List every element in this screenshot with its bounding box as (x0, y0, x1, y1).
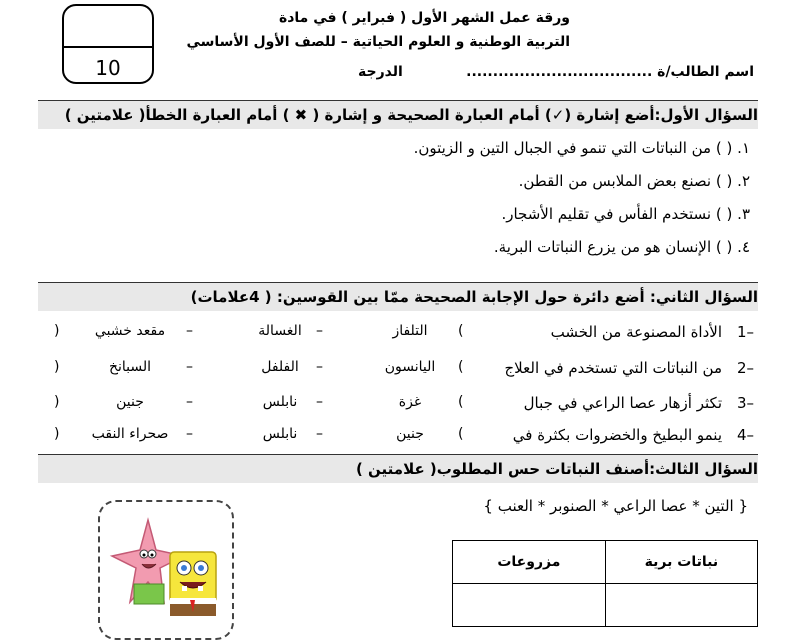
q2-heading-text: السؤال الثاني: أضع دائرة حول الإجابة الصحيحة ممّا بين القوسين: ( 4علامات) (190, 288, 758, 306)
q2-question: الأداة المصنوعة من الخشب (550, 323, 722, 341)
q2-option[interactable]: السبانخ (108, 359, 152, 375)
q1-item-2 (519, 172, 750, 190)
q2-close-paren: ) (54, 359, 60, 375)
q2-num: 2– (736, 359, 754, 377)
q2-dash: – (186, 426, 193, 442)
q1-item-text: الإنسان هو من يزرع النباتات البرية. (493, 238, 712, 256)
q2-option[interactable]: التلفاز (392, 323, 428, 339)
student-name-label: اسم الطالب/ة ................................... (466, 64, 754, 80)
q2-option[interactable]: نابلس (262, 426, 298, 442)
q1-item-num: ١. (737, 139, 750, 157)
q2-option[interactable]: اليانسون (384, 359, 436, 375)
q1-item-text: نستخدم الفأس في تقليم الأشجار. (501, 205, 712, 223)
cartoon-characters-icon (100, 502, 234, 640)
grade-box-divider (64, 46, 152, 48)
q2-option[interactable]: جنين (116, 394, 144, 410)
q2-open-paren: ( (458, 426, 464, 442)
q2-option[interactable]: غزة (398, 394, 422, 410)
q1-heading (38, 100, 758, 129)
q2-dash: – (316, 426, 323, 442)
q2-num: 1– (736, 323, 754, 341)
q1-item-answer[interactable]: ( ) (715, 205, 733, 223)
q2-dash: – (186, 394, 193, 410)
q2-num: 4– (736, 426, 754, 444)
q2-open-paren: ( (458, 359, 464, 375)
q2-dash: – (186, 323, 193, 339)
q1-item-1 (414, 139, 750, 157)
q2-option[interactable]: مقعد خشبي (94, 323, 166, 339)
q2-open-paren: ( (458, 323, 464, 339)
q1-item-num: ٢. (737, 172, 750, 190)
q2-option[interactable]: الغسالة (258, 323, 302, 339)
q2-num: 3– (736, 394, 754, 412)
q2-dash: – (316, 359, 323, 375)
q2-option[interactable]: جنين (396, 426, 424, 442)
q2-question: تكثر أزهار عصا الراعي في جبال (523, 394, 722, 412)
q1-item-text: من النباتات التي تنمو في الجبال التين و الزيتون. (413, 139, 712, 157)
grade-total: 10 (95, 56, 121, 80)
column-header-wild-plants: نباتات برية (605, 541, 757, 584)
cultivated-answer-cell[interactable] (453, 584, 606, 627)
q2-dash: – (186, 359, 193, 375)
q1-item-num: ٤. (737, 238, 750, 256)
cartoon-illustration-frame (98, 500, 234, 640)
column-header-cultivated: مزروعات (453, 541, 606, 584)
q2-open-paren: ( (458, 394, 464, 410)
q3-plant-list: { التين * عصا الراعي * الصنوبر * العنب } (483, 497, 748, 515)
wild-answer-cell[interactable] (605, 584, 757, 627)
q1-item-text: نصنع بعض الملابس من القطن. (518, 172, 712, 190)
q2-option[interactable]: صحراء النقب (91, 426, 169, 442)
q2-close-paren: ) (54, 426, 60, 442)
q2-heading (38, 282, 758, 311)
header-line1: ورقة عمل الشهر الأول ( فبراير ) في مادة (278, 10, 570, 26)
grade-label: الدرجة (358, 64, 403, 80)
q3-heading-text: السؤال الثالث:أصنف النباتات حس المطلوب( علامتين ) (355, 460, 758, 478)
classification-table (452, 540, 758, 627)
q1-item-answer[interactable]: ( ) (715, 139, 733, 157)
q2-option[interactable]: نابلس (262, 394, 298, 410)
q2-close-paren: ) (54, 323, 60, 339)
q3-heading (38, 454, 758, 483)
q1-item-answer[interactable]: ( ) (715, 238, 733, 256)
q2-question: من النباتات التي تستخدم في العلاج (504, 359, 722, 377)
q1-item-answer[interactable]: ( ) (715, 172, 733, 190)
q1-item-4 (494, 238, 750, 256)
grade-box (62, 4, 154, 84)
q2-dash: – (316, 323, 323, 339)
q2-question: ينمو البطيخ والخضروات بكثرة في (512, 426, 722, 444)
q1-heading-text: السؤال الأول:أضع إشارة (✓) أمام العبارة الصحيحة و إشارة ( ✖ ) أمام العبارة الخطأ( علامتين ) (64, 106, 758, 124)
q2-option[interactable]: الفلفل (261, 359, 299, 375)
q1-item-num: ٣. (737, 205, 750, 223)
header-line2: التربية الوطنية و العلوم الحياتية – للصف الأول الأساسي (186, 34, 570, 50)
q1-item-3 (501, 205, 750, 223)
q2-dash: – (316, 394, 323, 410)
q2-close-paren: ) (54, 394, 60, 410)
